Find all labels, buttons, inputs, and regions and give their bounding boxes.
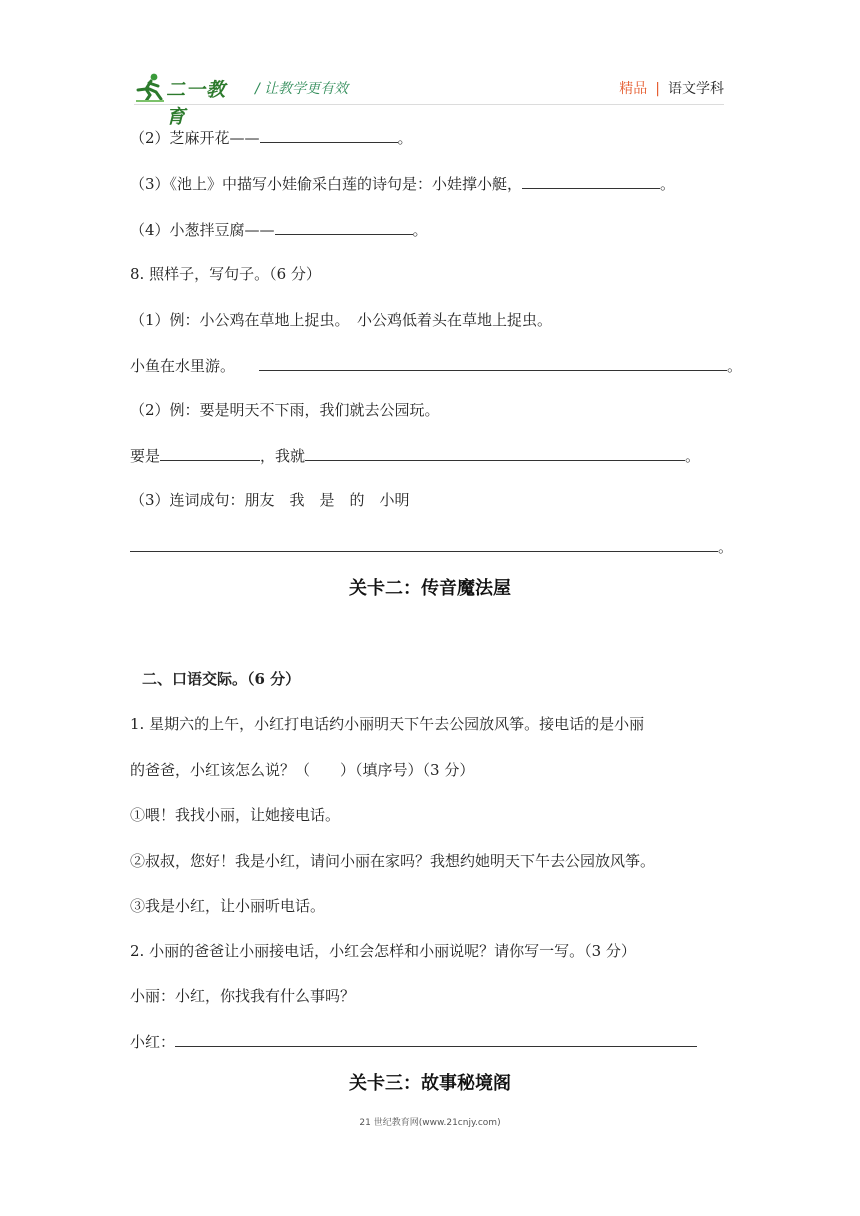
answer-blank[interactable]	[275, 219, 413, 235]
answer-blank[interactable]	[130, 536, 718, 552]
header-separator: |	[655, 81, 660, 97]
oral-q1-line2: 的爸爸，小红该怎么说？（ ）（填序号）（3 分）	[130, 761, 475, 779]
question-text: （4）小葱拌豆腐——	[130, 221, 275, 239]
answer-blank[interactable]	[259, 355, 727, 371]
level-2-title: 关卡二：传音魔法屋	[349, 578, 511, 599]
question-text: （3）《池上》中描写小娃偷采白莲的诗句是：小娃撑小艇，	[130, 175, 523, 193]
dialogue-xiaohong	[130, 1031, 697, 1052]
quality-badge: 精品	[619, 81, 648, 97]
question-end: 。	[412, 221, 428, 239]
header-subject	[619, 78, 724, 98]
example-3: （3）连词成句：朋友 我 是 的 小明	[130, 491, 410, 509]
question-end: 。	[660, 175, 676, 193]
question-7-2	[130, 127, 413, 148]
oral-q1-line1: 1. 星期六的上午，小红打电话约小丽明天下午去公园放风筝。接电话的是小丽	[130, 715, 645, 733]
oral-communication-heading: 二、口语交际。（6 分）	[142, 670, 301, 688]
page-header	[134, 70, 724, 128]
header-divider	[134, 104, 724, 105]
answer-blank[interactable]	[160, 445, 260, 461]
question-8-title: 8. 照样子，写句子。（6 分）	[130, 265, 321, 283]
exercise-prefix: 要是	[130, 447, 161, 465]
question-7-3	[130, 173, 675, 194]
dialogue-xiaoli: 小丽：小红，你找我有什么事吗？	[130, 987, 356, 1005]
question-end: 。	[397, 129, 413, 147]
option-2: ②叔叔，您好！我是小红，请问小丽在家吗？我想约她明天下午去公园放风筝。	[130, 852, 656, 870]
logo-text: 二一教育	[166, 79, 227, 128]
runner-logo-icon	[134, 72, 168, 102]
exercise-middle: ，我就	[260, 447, 306, 465]
oral-q2: 2. 小丽的爸爸让小丽接电话，小红会怎样和小丽说呢？请你写一写。（3 分）	[130, 942, 636, 960]
speaker-label: 小红：	[130, 1033, 176, 1051]
answer-blank[interactable]	[305, 445, 685, 461]
exercise-prompt: 小鱼在水里游。	[130, 357, 236, 375]
question-7-4	[130, 219, 428, 240]
answer-blank[interactable]	[175, 1031, 697, 1047]
example-2: （2）例：要是明天不下雨，我们就去公园玩。	[130, 401, 440, 419]
exercise-1-line	[130, 355, 742, 376]
example-1: （1）例：小公鸡在草地上捉虫。 小公鸡低着头在草地上捉虫。	[130, 311, 553, 329]
option-1: ①喂！我找小丽，让她接电话。	[130, 806, 341, 824]
exercise-end: 。	[685, 447, 701, 465]
answer-blank[interactable]	[260, 127, 398, 143]
header-slogan: / 让教学更有效	[255, 81, 349, 97]
option-3: ③我是小红，让小丽听电话。	[130, 897, 326, 915]
exercise-2-line	[130, 445, 700, 466]
question-text: （2）芝麻开花——	[130, 129, 260, 147]
brand-logo	[134, 72, 244, 128]
exercise-3-line	[130, 536, 733, 557]
page-footer: 21 世纪教育网(www.21cnjy.com)	[359, 1118, 501, 1128]
subject-label: 语文学科	[668, 81, 724, 97]
answer-blank[interactable]	[522, 173, 660, 189]
exercise-end: 。	[727, 357, 743, 375]
level-3-title: 关卡三：故事秘境阁	[349, 1073, 511, 1094]
exercise-end: 。	[718, 538, 734, 556]
